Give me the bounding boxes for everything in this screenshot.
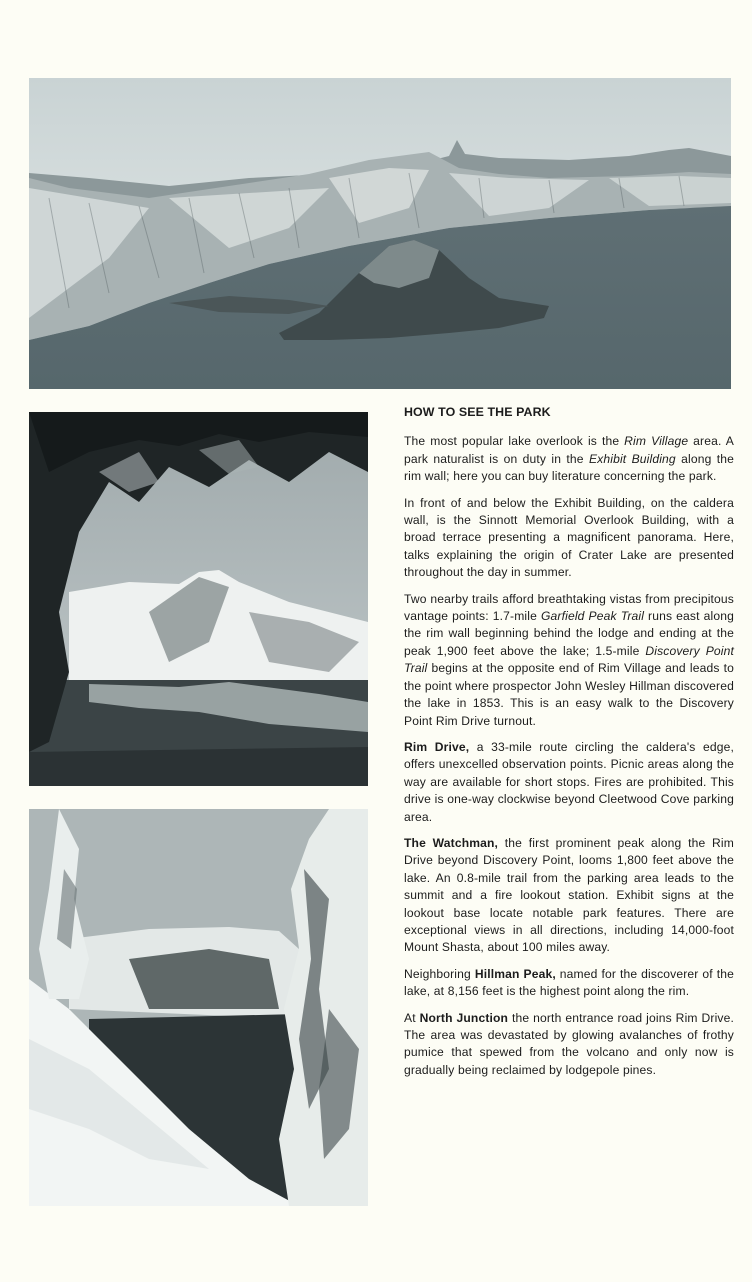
paragraph-rim-village bbox=[404, 433, 734, 485]
paragraph-trails bbox=[404, 591, 734, 730]
text-segment: named for the discoverer of the lake, at 8,156 feet is the highest point along the rim. bbox=[404, 966, 734, 999]
photo-snowy-slope bbox=[29, 809, 368, 1206]
place-name-north-junction: North Junction bbox=[419, 1010, 509, 1025]
photo-crater-lake-panorama bbox=[29, 78, 731, 389]
article-heading: HOW TO SEE THE PARK bbox=[404, 405, 551, 419]
place-name-hillman-peak: Hillman Peak, bbox=[474, 966, 556, 981]
place-name-exhibit-building: Exhibit Building bbox=[588, 451, 676, 466]
text-segment: Neighboring bbox=[404, 966, 475, 981]
text-segment: the north entrance road joins Rim Drive. The area was devastated by glowing avalanches of frothy pumice that spewed from the volcano and only now is gradually being reclaimed by lodgepole pines. bbox=[404, 1010, 734, 1077]
text-segment: Two nearby trails afford breathtaking vistas from precipitous vantage points: 1.7-mile bbox=[404, 591, 734, 624]
place-name-rim-village: Rim Village bbox=[624, 434, 689, 449]
paragraph-rim-drive bbox=[404, 739, 734, 826]
paragraph-north-junction bbox=[404, 1010, 734, 1080]
trail-name-garfield-peak: Garfield Peak Trail bbox=[540, 609, 645, 624]
text-segment: the first prominent peak along the Rim Drive beyond Discovery Point, looms 1,800 feet above the lake. An 0.8-mile trail from the parking area leads to the summit and a fire lookout station. Exhibit signs at the lookout base locate notable park features. There are exceptional views in all directions, including 14,000-foot Mount Shasta, about 100 miles away. bbox=[404, 835, 734, 955]
place-name-watchman: The Watchman, bbox=[404, 835, 499, 850]
paragraph-watchman bbox=[404, 835, 734, 957]
article-column bbox=[404, 404, 734, 1088]
text-segment: The most popular lake overlook is the bbox=[404, 434, 625, 449]
text-segment: In front of and below the Exhibit Building, on the caldera wall, is the Sinnott Memorial Overlook Building, with a broad terrace presenting a magnificent panorama. Here, talks explaining the origin of Crater Lake are presented throughout the day in summer. bbox=[404, 495, 734, 580]
place-name-rim-drive: Rim Drive, bbox=[404, 739, 470, 754]
text-segment: begins at the opposite end of Rim Village and leads to the point where prospector John Wesley Hillman discovered the lake in 1853. This is an easy walk to the Discovery Point Rim Drive turnout. bbox=[404, 661, 734, 728]
text-segment: At bbox=[404, 1010, 420, 1025]
paragraph-hillman-peak bbox=[404, 966, 734, 1001]
text-segment: runs east along the rim wall beginning behind the lodge and ending at the peak 1,900 feet above the lake; 1.5-mile bbox=[404, 609, 734, 658]
trail-name-discovery-point: Discovery Point Trail bbox=[404, 643, 735, 676]
paragraph-sinnott-overlook bbox=[404, 495, 734, 582]
photo-peak-reflection bbox=[29, 412, 368, 786]
text-segment: area. A park naturalist is on duty in the bbox=[404, 434, 734, 466]
text-segment: a 33-mile route circling the caldera's edge, offers unexcelled observation points. Picnic areas along the way are available for short stops. Fires are prohibited. This drive is one-way clockwise beyond Cleetwood Cove parking area. bbox=[404, 739, 734, 824]
text-segment: along the rim wall; here you can buy literature concerning the park. bbox=[404, 451, 734, 484]
